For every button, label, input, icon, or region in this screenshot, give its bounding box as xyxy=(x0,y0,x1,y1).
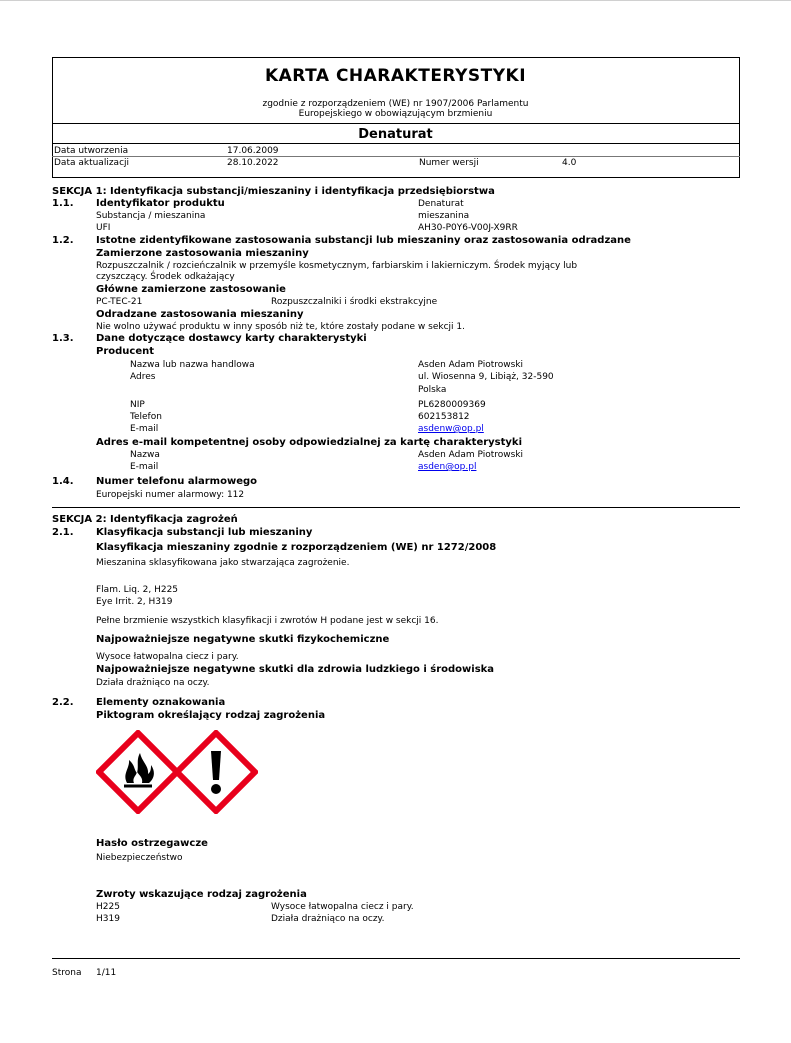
s11-number: 1.1. xyxy=(52,198,74,209)
header-box-bottom-border xyxy=(52,177,740,178)
address-label: Adres xyxy=(130,372,156,382)
main-use-description: Rozpuszczalniki i środki ekstrakcyjne xyxy=(271,297,438,307)
s12-title: Istotne zidentyfikowane zastosowania substancji lub mieszaniny oraz zastosowania odradzane xyxy=(96,235,631,246)
substance-type-value: mieszanina xyxy=(418,211,470,221)
document-subtitle-line1: zgodnie z rozporządzeniem (WE) nr 1907/2006 Parlamentu xyxy=(262,99,529,109)
intended-uses-line1: Rozpuszczalnik / rozcieńczalnik w przemyśle kosmetycznym, farbiarskim i lakierniczym. Środek myjący lub xyxy=(96,261,578,271)
section-divider xyxy=(52,507,740,508)
created-label: Data utworzenia xyxy=(54,146,129,156)
exclamation-pictogram-icon xyxy=(174,730,258,814)
s22-number: 2.2. xyxy=(52,697,74,708)
page-label: Strona xyxy=(52,968,82,978)
main-use-title: Główne zamierzone zastosowanie xyxy=(96,284,286,295)
s13-number: 1.3. xyxy=(52,333,74,344)
physchem-effects-text: Wysoce łatwopalna ciecz i pary. xyxy=(96,652,239,662)
producer-email-link[interactable]: asdenw@op.pl xyxy=(418,424,484,434)
classification-subtitle: Klasyfikacja mieszaniny zgodnie z rozporządzeniem (WE) nr 1272/2008 xyxy=(96,542,497,553)
producer-title: Producent xyxy=(96,346,155,357)
section1-heading: SEKCJA 1: Identyfikacja substancji/mieszaniny i identyfikacja przedsiębiorstwa xyxy=(52,186,495,197)
phone-value: 602153812 xyxy=(418,412,470,422)
competent-email-label: E-mail xyxy=(130,462,159,472)
s13-title: Dane dotyczące dostawcy karty charakterystyki xyxy=(96,333,367,344)
created-value: 17.06.2009 xyxy=(227,146,279,156)
hazard-statements-title: Zwroty wskazujące rodzaj zagrożenia xyxy=(96,889,307,900)
product-identifier-value: Denaturat xyxy=(418,199,464,209)
footer-divider xyxy=(52,958,740,959)
discouraged-uses-title: Odradzane zastosowania mieszaniny xyxy=(96,309,304,320)
pictogram-title: Piktogram określający rodzaj zagrożenia xyxy=(96,710,326,721)
document-subtitle-line2: Europejskiego w obowiązującym brzmieniu xyxy=(298,109,493,119)
main-use-code: PC-TEC-21 xyxy=(96,297,143,307)
header-box-right-border xyxy=(739,57,740,178)
nip-value: PL6280009369 xyxy=(418,400,486,410)
intended-uses-title: Zamierzone zastosowania mieszaniny xyxy=(96,248,309,259)
competent-email-link[interactable]: asden@op.pl xyxy=(418,462,477,472)
header-divider-3 xyxy=(52,156,740,157)
s11-title: Identyfikator produktu xyxy=(96,198,225,209)
page-number: 1/11 xyxy=(96,968,117,978)
competent-name-value: Asden Adam Piotrowski xyxy=(418,450,524,460)
product-name: Denaturat xyxy=(358,127,433,142)
physchem-effects-title: Najpoważniejsze negatywne skutki fizykochemiczne xyxy=(96,634,390,645)
ufi-value: AH30-P0Y6-V00J-X9RR xyxy=(418,223,518,233)
s14-title: Numer telefonu alarmowego xyxy=(96,476,258,487)
s22-title: Elementy oznakowania xyxy=(96,697,226,708)
classification-eye: Eye Irrit. 2, H319 xyxy=(96,597,173,607)
company-name-value: Asden Adam Piotrowski xyxy=(418,360,524,370)
hazard-h319-code: H319 xyxy=(96,914,120,924)
signal-word-title: Hasło ostrzegawcze xyxy=(96,838,208,849)
competent-name-label: Nazwa xyxy=(130,450,160,460)
s12-number: 1.2. xyxy=(52,235,74,246)
signal-word-value: Niebezpieczeństwo xyxy=(96,853,183,863)
hazard-h319-text: Działa drażniąco na oczy. xyxy=(271,914,385,924)
company-name-label: Nazwa lub nazwa handlowa xyxy=(130,360,255,370)
nip-label: NIP xyxy=(130,400,145,410)
health-effects-title: Najpoważniejsze negatywne skutki dla zdrowia ludzkiego i środowiska xyxy=(96,664,495,675)
substance-type-label: Substancja / mieszanina xyxy=(96,211,206,221)
s21-title: Klasyfikacja substancji lub mieszaniny xyxy=(96,527,313,538)
version-label: Numer wersji xyxy=(419,158,479,168)
document-title: KARTA CHARAKTERYSTYKI xyxy=(264,66,527,86)
section2-heading: SEKCJA 2: Identyfikacja zagrożeń xyxy=(52,514,238,525)
s14-number: 1.4. xyxy=(52,476,74,487)
header-divider-1 xyxy=(52,123,740,124)
header-divider-2 xyxy=(52,143,740,144)
emergency-number-text: Europejski numer alarmowy: 112 xyxy=(96,490,245,500)
classification-text: Mieszanina sklasyfikowana jako stwarzająca zagrożenie. xyxy=(96,558,350,568)
health-effects-text: Działa drażniąco na oczy. xyxy=(96,678,210,688)
ufi-label: UFI xyxy=(96,223,111,233)
address-line2: Polska xyxy=(418,385,447,395)
phone-label: Telefon xyxy=(130,412,162,422)
hazard-h225-text: Wysoce łatwopalna ciecz i pary. xyxy=(271,902,414,912)
address-line1: ul. Wiosenna 9, Libiąż, 32-590 xyxy=(418,372,554,382)
flame-pictogram-icon xyxy=(96,730,180,814)
updated-label: Data aktualizacji xyxy=(54,158,130,168)
hazard-h225-code: H225 xyxy=(96,902,120,912)
header-box-top-border xyxy=(52,57,740,58)
competent-person-title: Adres e-mail kompetentnej osoby odpowiedzialnej za kartę charakterystyki xyxy=(96,437,523,448)
classification-full-text-note: Pełne brzmienie wszystkich klasyfikacji i zwrotów H podane jest w sekcji 16. xyxy=(96,616,439,626)
classification-flam: Flam. Liq. 2, H225 xyxy=(96,585,179,595)
email-label: E-mail xyxy=(130,424,159,434)
updated-value: 28.10.2022 xyxy=(227,158,279,168)
version-value: 4.0 xyxy=(562,158,577,168)
s21-number: 2.1. xyxy=(52,527,74,538)
discouraged-uses-text: Nie wolno używać produktu w inny sposób niż te, które zostały podane w sekcji 1. xyxy=(96,322,465,332)
intended-uses-line2: czyszczący. Środek odkażający xyxy=(96,272,235,282)
